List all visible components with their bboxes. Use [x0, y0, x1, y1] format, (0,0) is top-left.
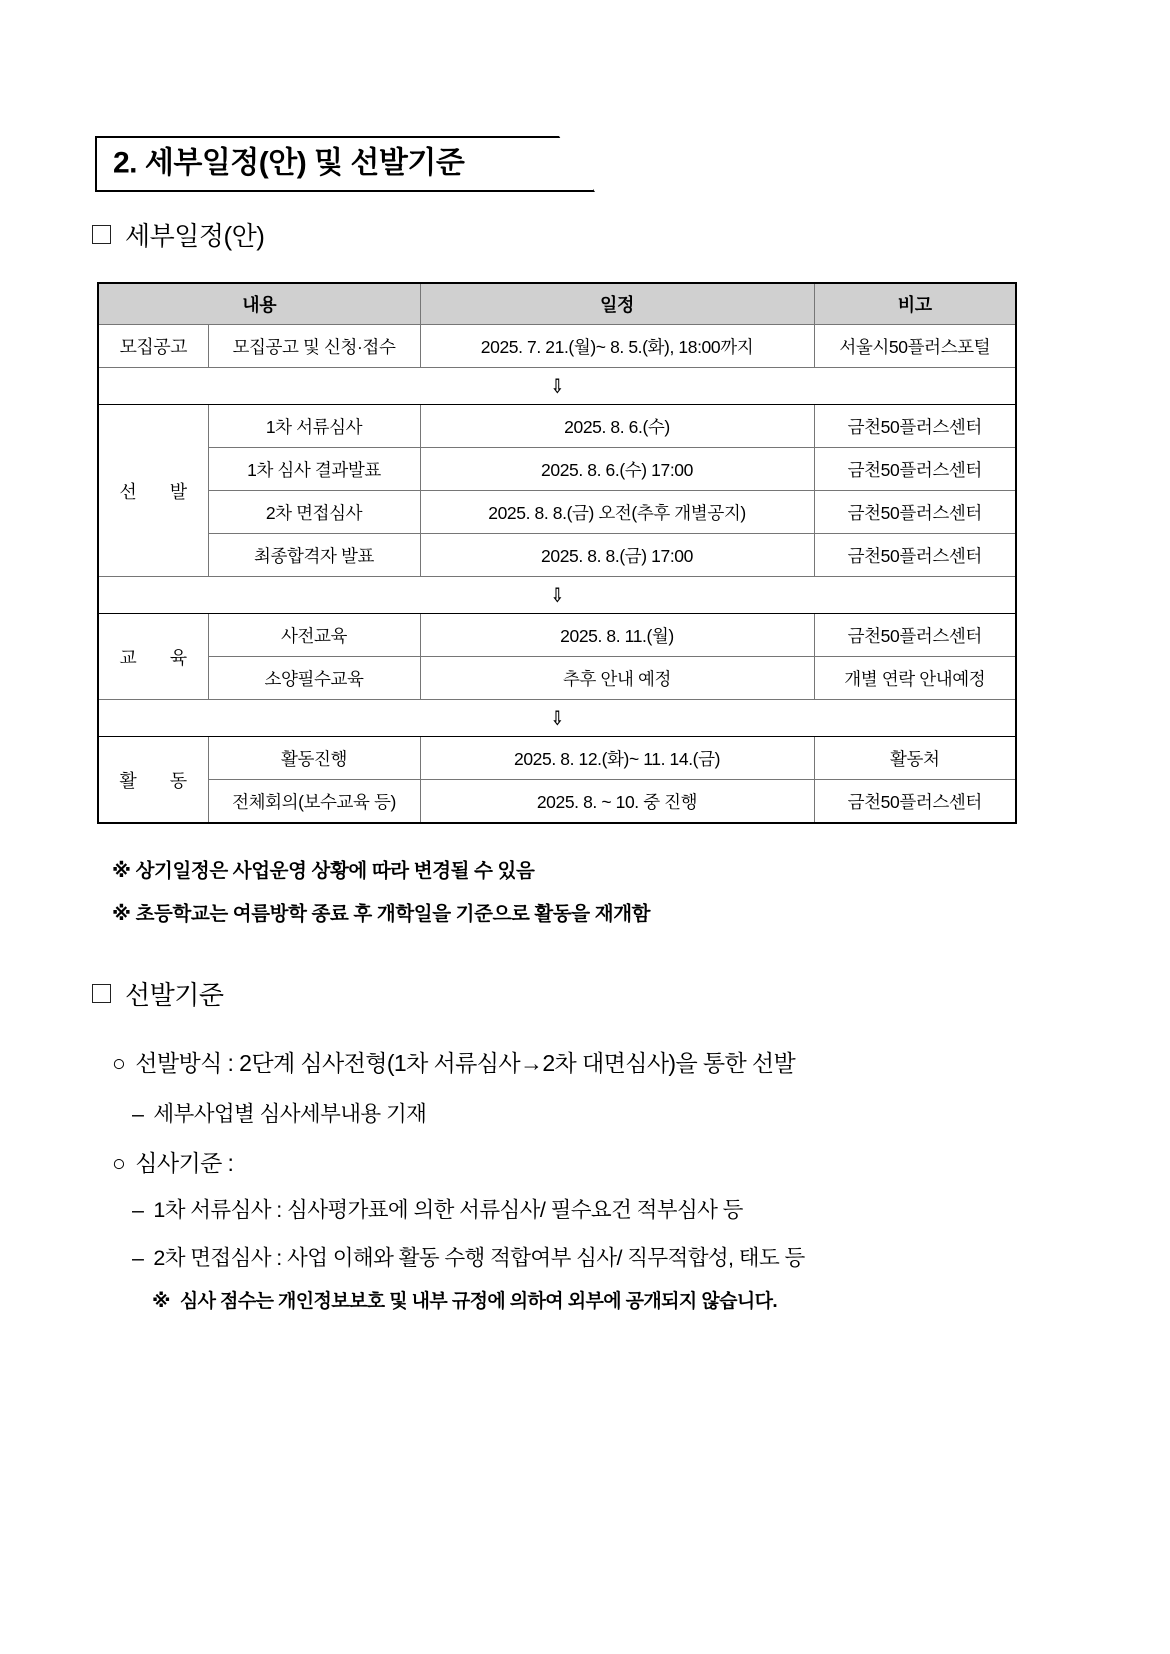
table-arrow-separator-row — [98, 368, 1016, 405]
table-cell-schedule: 2025. 8. 12.(화)~ 11. 14.(금) — [420, 737, 814, 780]
criteria-item-text: 심사 점수는 개인정보보호 및 내부 규정에 의하여 외부에 공개되지 않습니다. — [179, 1291, 778, 1312]
table-cell-schedule: 2025. 8. 8.(금) 17:00 — [420, 534, 814, 577]
down-arrow-icon — [98, 368, 1016, 405]
criteria-item-text: 심사기준 : — [135, 1150, 234, 1176]
table-cell-schedule: 2025. 8. ~ 10. 중 진행 — [420, 780, 814, 824]
table-cell-remark: 금천50플러스센터 — [814, 448, 1016, 491]
table-column-header: 일정 — [420, 283, 814, 325]
criteria-item — [132, 1104, 426, 1126]
page-title: 2. 세부일정(안) 및 선발기준 — [113, 146, 465, 180]
table-cell-item: 모집공고 및 신청·접수 — [208, 325, 420, 368]
criteria-item — [132, 1200, 743, 1222]
table-cell-remark: 금천50플러스센터 — [814, 405, 1016, 448]
down-arrow-glyph: ⇩ — [550, 705, 564, 730]
table-cell-schedule: 2025. 8. 11.(월) — [420, 614, 814, 657]
schedule-note: ※ 상기일정은 사업운영 상황에 따라 변경될 수 있음 — [112, 860, 535, 882]
down-arrow-icon — [98, 577, 1016, 614]
heading-schedule — [92, 216, 264, 253]
schedule-note: ※ 초등학교는 여름방학 종료 후 개학일을 기준으로 활동을 재개함 — [112, 903, 651, 925]
bullet-marker: ※ — [152, 1291, 170, 1312]
table-arrow-separator-row — [98, 577, 1016, 614]
table-cell-item: 최종합격자 발표 — [208, 534, 420, 577]
down-arrow-glyph: ⇩ — [550, 373, 564, 398]
table-cell-schedule: 2025. 8. 6.(수) 17:00 — [420, 448, 814, 491]
table-category-cell: 활 동 — [98, 737, 208, 824]
table-cell-schedule: 2025. 7. 21.(월)~ 8. 5.(화), 18:00까지 — [420, 325, 814, 368]
table-row — [98, 325, 1016, 368]
table-header-row — [98, 283, 1016, 325]
table-cell-remark: 금천50플러스센터 — [814, 780, 1016, 824]
table-cell-schedule: 추후 안내 예정 — [420, 657, 814, 700]
table-row — [98, 448, 1016, 491]
table-row — [98, 405, 1016, 448]
table-cell-remark: 개별 연락 안내예정 — [814, 657, 1016, 700]
criteria-item-text: 세부사업별 심사세부내용 기재 — [153, 1102, 427, 1126]
table-column-header: 비고 — [814, 283, 1016, 325]
criteria-item-text: 1차 서류심사 : 심사평가표에 의한 서류심사/ 필수요건 적부심사 등 — [153, 1198, 743, 1222]
table-cell-item: 1차 심사 결과발표 — [208, 448, 420, 491]
criteria-item-text: 선발방식 : 2단계 심사전형(1차 서류심사→2차 대면심사)을 통한 선발 — [135, 1050, 796, 1076]
down-arrow-glyph: ⇩ — [550, 582, 564, 607]
bullet-marker: ○ — [112, 1150, 126, 1176]
table-cell-item: 2차 면접심사 — [208, 491, 420, 534]
heading-criteria — [92, 975, 223, 1012]
table-category-cell: 모집공고 — [98, 325, 208, 368]
criteria-item — [112, 1052, 795, 1075]
table-category-cell: 교 육 — [98, 614, 208, 700]
table-cell-remark: 서울시50플러스포털 — [814, 325, 1016, 368]
heading-criteria-label: 선발기준 — [125, 980, 224, 1010]
section-title-banner — [95, 136, 595, 192]
square-bullet-icon — [92, 984, 111, 1003]
criteria-item — [112, 1152, 233, 1175]
table-category-cell: 선 발 — [98, 405, 208, 577]
criteria-item — [132, 1248, 805, 1270]
down-arrow-icon — [98, 700, 1016, 737]
table-row — [98, 614, 1016, 657]
table-row — [98, 780, 1016, 824]
table-cell-item: 1차 서류심사 — [208, 405, 420, 448]
table-row — [98, 657, 1016, 700]
bullet-marker: – — [132, 1198, 144, 1222]
table-cell-item: 활동진행 — [208, 737, 420, 780]
bullet-marker: ○ — [112, 1050, 126, 1076]
table-cell-schedule: 2025. 8. 8.(금) 오전(추후 개별공지) — [420, 491, 814, 534]
table-column-header: 내용 — [98, 283, 420, 325]
schedule-table — [97, 282, 1017, 824]
table-cell-item: 전체회의(보수교육 등) — [208, 780, 420, 824]
bullet-marker: – — [132, 1246, 144, 1270]
table-cell-schedule: 2025. 8. 6.(수) — [420, 405, 814, 448]
table-row — [98, 737, 1016, 780]
table-cell-remark: 활동처 — [814, 737, 1016, 780]
table-arrow-separator-row — [98, 700, 1016, 737]
criteria-item — [152, 1292, 777, 1311]
table-cell-remark: 금천50플러스센터 — [814, 614, 1016, 657]
table-cell-item: 사전교육 — [208, 614, 420, 657]
square-bullet-icon — [92, 225, 111, 244]
table-cell-item: 소양필수교육 — [208, 657, 420, 700]
table-row — [98, 534, 1016, 577]
bullet-marker: – — [132, 1102, 144, 1126]
table-cell-remark: 금천50플러스센터 — [814, 534, 1016, 577]
table-cell-remark: 금천50플러스센터 — [814, 491, 1016, 534]
table-row — [98, 491, 1016, 534]
heading-schedule-label: 세부일정(안) — [125, 221, 265, 251]
criteria-item-text: 2차 면접심사 : 사업 이해와 활동 수행 적합여부 심사/ 직무적합성, 태도 등 — [153, 1246, 805, 1270]
